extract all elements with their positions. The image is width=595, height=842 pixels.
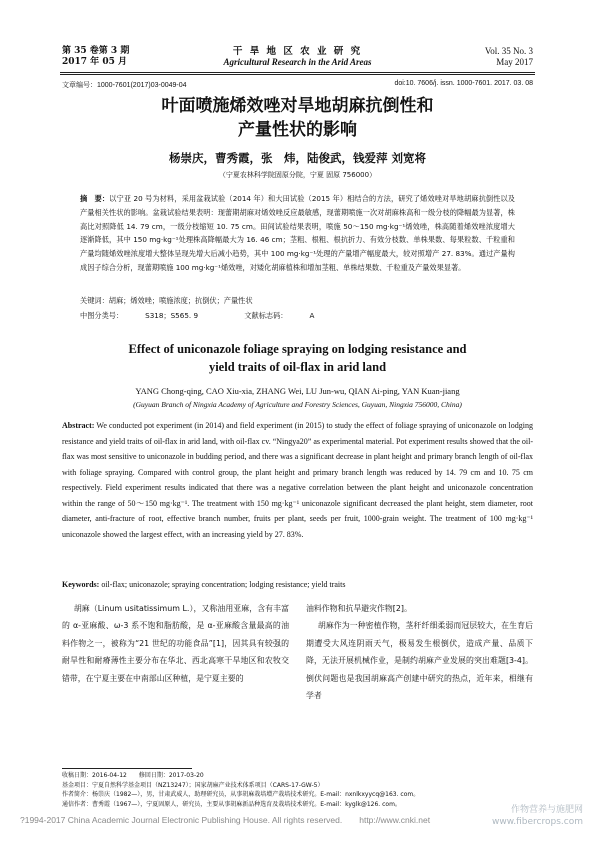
clc-label: 中图分类号： [80,311,124,320]
article-number: 文章编号：1000-7601(2017)03-0049-04 [62,82,187,89]
keywords-en-text: oil-flax; uniconazole; spraying concentration; lodging resistance; yield traits [101,580,346,589]
volume-issue-cn: 第 35 卷第 3 期 [62,46,130,56]
title-en-line2: yield traits of oil-flax in arid land [208,360,387,374]
copyright-footer: ?1994-2017 China Academic Journal Electronic Publishing House. All rights reserved. http://www.cnki.net [20,815,431,825]
title-en-line1: Effect of uniconazole foliage spraying on lodging resistance and [128,342,467,356]
abstract-cn-label: 摘 要： [80,194,110,203]
journal-name [150,46,445,68]
footnote-fund: 基金项目：宁夏自然科学基金项目（NZ13247）；国家胡麻产业技术体系项目（CARS-17-GW-5） [62,781,324,789]
volume-issue-en: Vol. 35 No. 3 [484,46,533,56]
doi: doi:10. 7606/j. issn. 1000-7601. 2017. 03. 08 [394,80,533,87]
date-cn: 2017 年 05 月 [62,57,127,67]
clc-value: S318；S565. 9 [145,311,199,320]
header-rule [60,72,535,73]
footnote-received: 收稿日期：2016-04-12 修回日期：2017-03-20 [62,772,204,779]
journal-name-en: Agricultural Research in the Arid Areas [223,57,372,67]
keywords-cn [80,296,515,306]
journal-issue-info-en [485,46,533,68]
keywords-en-label: Keywords: [62,580,100,589]
article-meta [62,80,533,90]
footnote-corresponding: 通信作者：曹秀霞（1967—），宁夏固原人，研究员，主要从事胡麻新品种选育及栽培技术研究。E-mail：kyglk@126. com。 [62,800,401,808]
header-rule-thin [60,74,535,75]
clc-code [80,311,220,320]
title-cn [62,94,533,142]
keywords-cn-text: 胡麻；烯效唑；喷施浓度；抗倒伏；产量性状 [108,296,253,305]
watermark: 作物营养与施肥网 www.fibercrops.com [492,805,583,827]
journal-name-cn: 干 旱 地 区 农 业 研 究 [232,46,363,57]
title-en [70,340,525,376]
keywords-en [62,580,533,589]
body-paragraph: 胡麻作为一种密植作物，茎秆纤细柔弱而冠层较大，在生育后期遭受大风连阴雨天气，极易发生根倒伏，造成产量、品质下降，无法开展机械作业，是制约胡麻产业发展的突出难题[3-4]。倒伏问题也是我国胡麻高产创建中研究的热点，近年来，相继有学者 [306,621,533,701]
journal-issue-info [62,46,129,68]
doccode-value: A [309,311,315,320]
title-cn-line2: 产量性状的影响 [238,120,357,140]
document-code [244,311,336,320]
date-en: May 2017 [496,57,533,67]
footnote-author: 作者简介：杨崇庆（1982—），男，甘肃武威人，助理研究员，从事胡麻栽培增产栽培技术研究。E-mail：nxnlkxyycq@163. com。 [62,791,420,798]
abstract-en [62,418,533,542]
body-paragraph: 油料作物和抗旱避灾作物[2]。 [306,604,412,613]
abstract-en-label: Abstract: [62,421,95,430]
abstract-en-text: We conducted pot experiment (in 2014) and field experiment (in 2015) to study the effect of foliage spraying of uniconazole on lodging resistance and yield traits of oil-flax in arid land, with oil-flax cv. “Ningya20” as experimental material. Pot experiment results showed that the oil-flax was most sensitive to uniconazole in budding period, and there was a significant decrease in plant height and primary branch length of oil-flax with foliage spraying. Compared with control group, the plant height and primary branch length was reduced by 14. 79 cm and 10. 75 cm respectively. Field experiment results indicated that there was a negative correlation between the plant height and uniconazole concentration within the range of 50～150 mg·kg⁻¹. The treatment with 150 mg·kg⁻¹ uniconazole significant decreased the plant height, stem diameter, root diameter, anti-fracture of root, effective branch number, fruits per plant, seeds per fruit, 1000-grain weight. The treatment of 100 mg·kg⁻¹ uniconazole showed the largest effect, with an increasing yield by 27. 83%. [62,421,533,539]
affiliation-en: (Guyuan Branch of Ningxia Academy of Agriculture and Forestry Sciences, Guyuan, Ningxia 756000, China) [133,400,462,409]
footnote-rule [62,768,192,769]
abstract-cn-text: 以宁亚 20 号为材料，采用盆栽试验（2014 年）和大田试验（2015 年）相结合的方法，研究了烯效唑对旱地胡麻抗倒性以及产量相关性状的影响。盆栽试验结果表明：现蕾期胡麻对烯效唑反应最敏感，现蕾期喷施一次对胡麻株高和一级分枝的降幅最为显著，株高比对照降低 14. 79 cm，一级分枝缩短 10. 75 cm。田间试验结果表明，喷施 50～150 mg·kg⁻¹烯效唑，株高随着烯效唑浓度增大逐渐降低，其中 150 mg·kg⁻¹处理株高降幅最大为 16. 46 cm；茎粗、根粗、根抗折力、有效分枝数、单株果数、每果粒数、千粒重和产量均随烯效唑浓度增大整体呈现先增大后减小趋势，其中 100 mg·kg⁻¹处理的产量增产幅度最大，较对照增产 27. 83%。通过产量构成因子综合分析，现蕾期喷施 100 mg·kg⁻¹烯效唑，对矮化胡麻植株和增加茎粗、单株结果数、千粒重及产量效果显著。 [80,194,515,272]
abstract-cn [80,192,515,275]
classification-cn [80,311,515,321]
keywords-cn-label: 关键词： [80,296,109,305]
body-column-left [62,600,289,687]
title-cn-line1: 叶面喷施烯效唑对旱地胡麻抗倒性和 [161,96,434,116]
body-column-right [306,600,533,704]
doccode-label: 文献标志码： [244,311,288,320]
affiliation-cn: （宁夏农林科学院固原分院，宁夏 固原 756000） [218,171,377,179]
authors-cn: 杨崇庆，曹秀霞，张 炜，陆俊武，钱爱萍 刘宽将 [168,151,426,165]
body-paragraph: 胡麻（Linum usitatissimum L.），又称油用亚麻，含有丰富的 α-亚麻酸、ω-3 系不饱和脂肪酸，是 α-亚麻酸含量最高的油料作物之一，被称为“21 世纪的功能食品”[1]，因其具有较强的耐旱性和耐瘠薄性主要分布在华北、西北高寒干旱地区和农牧交错带，在宁夏主要在中南部山区种植，是宁夏主要的 [62,604,289,683]
authors-en: YANG Chong-qing, CAO Xiu-xia, ZHANG Wei, LU Jun-wu, QIAN Ai-ping, YAN Kuan-jiang [135,386,460,396]
